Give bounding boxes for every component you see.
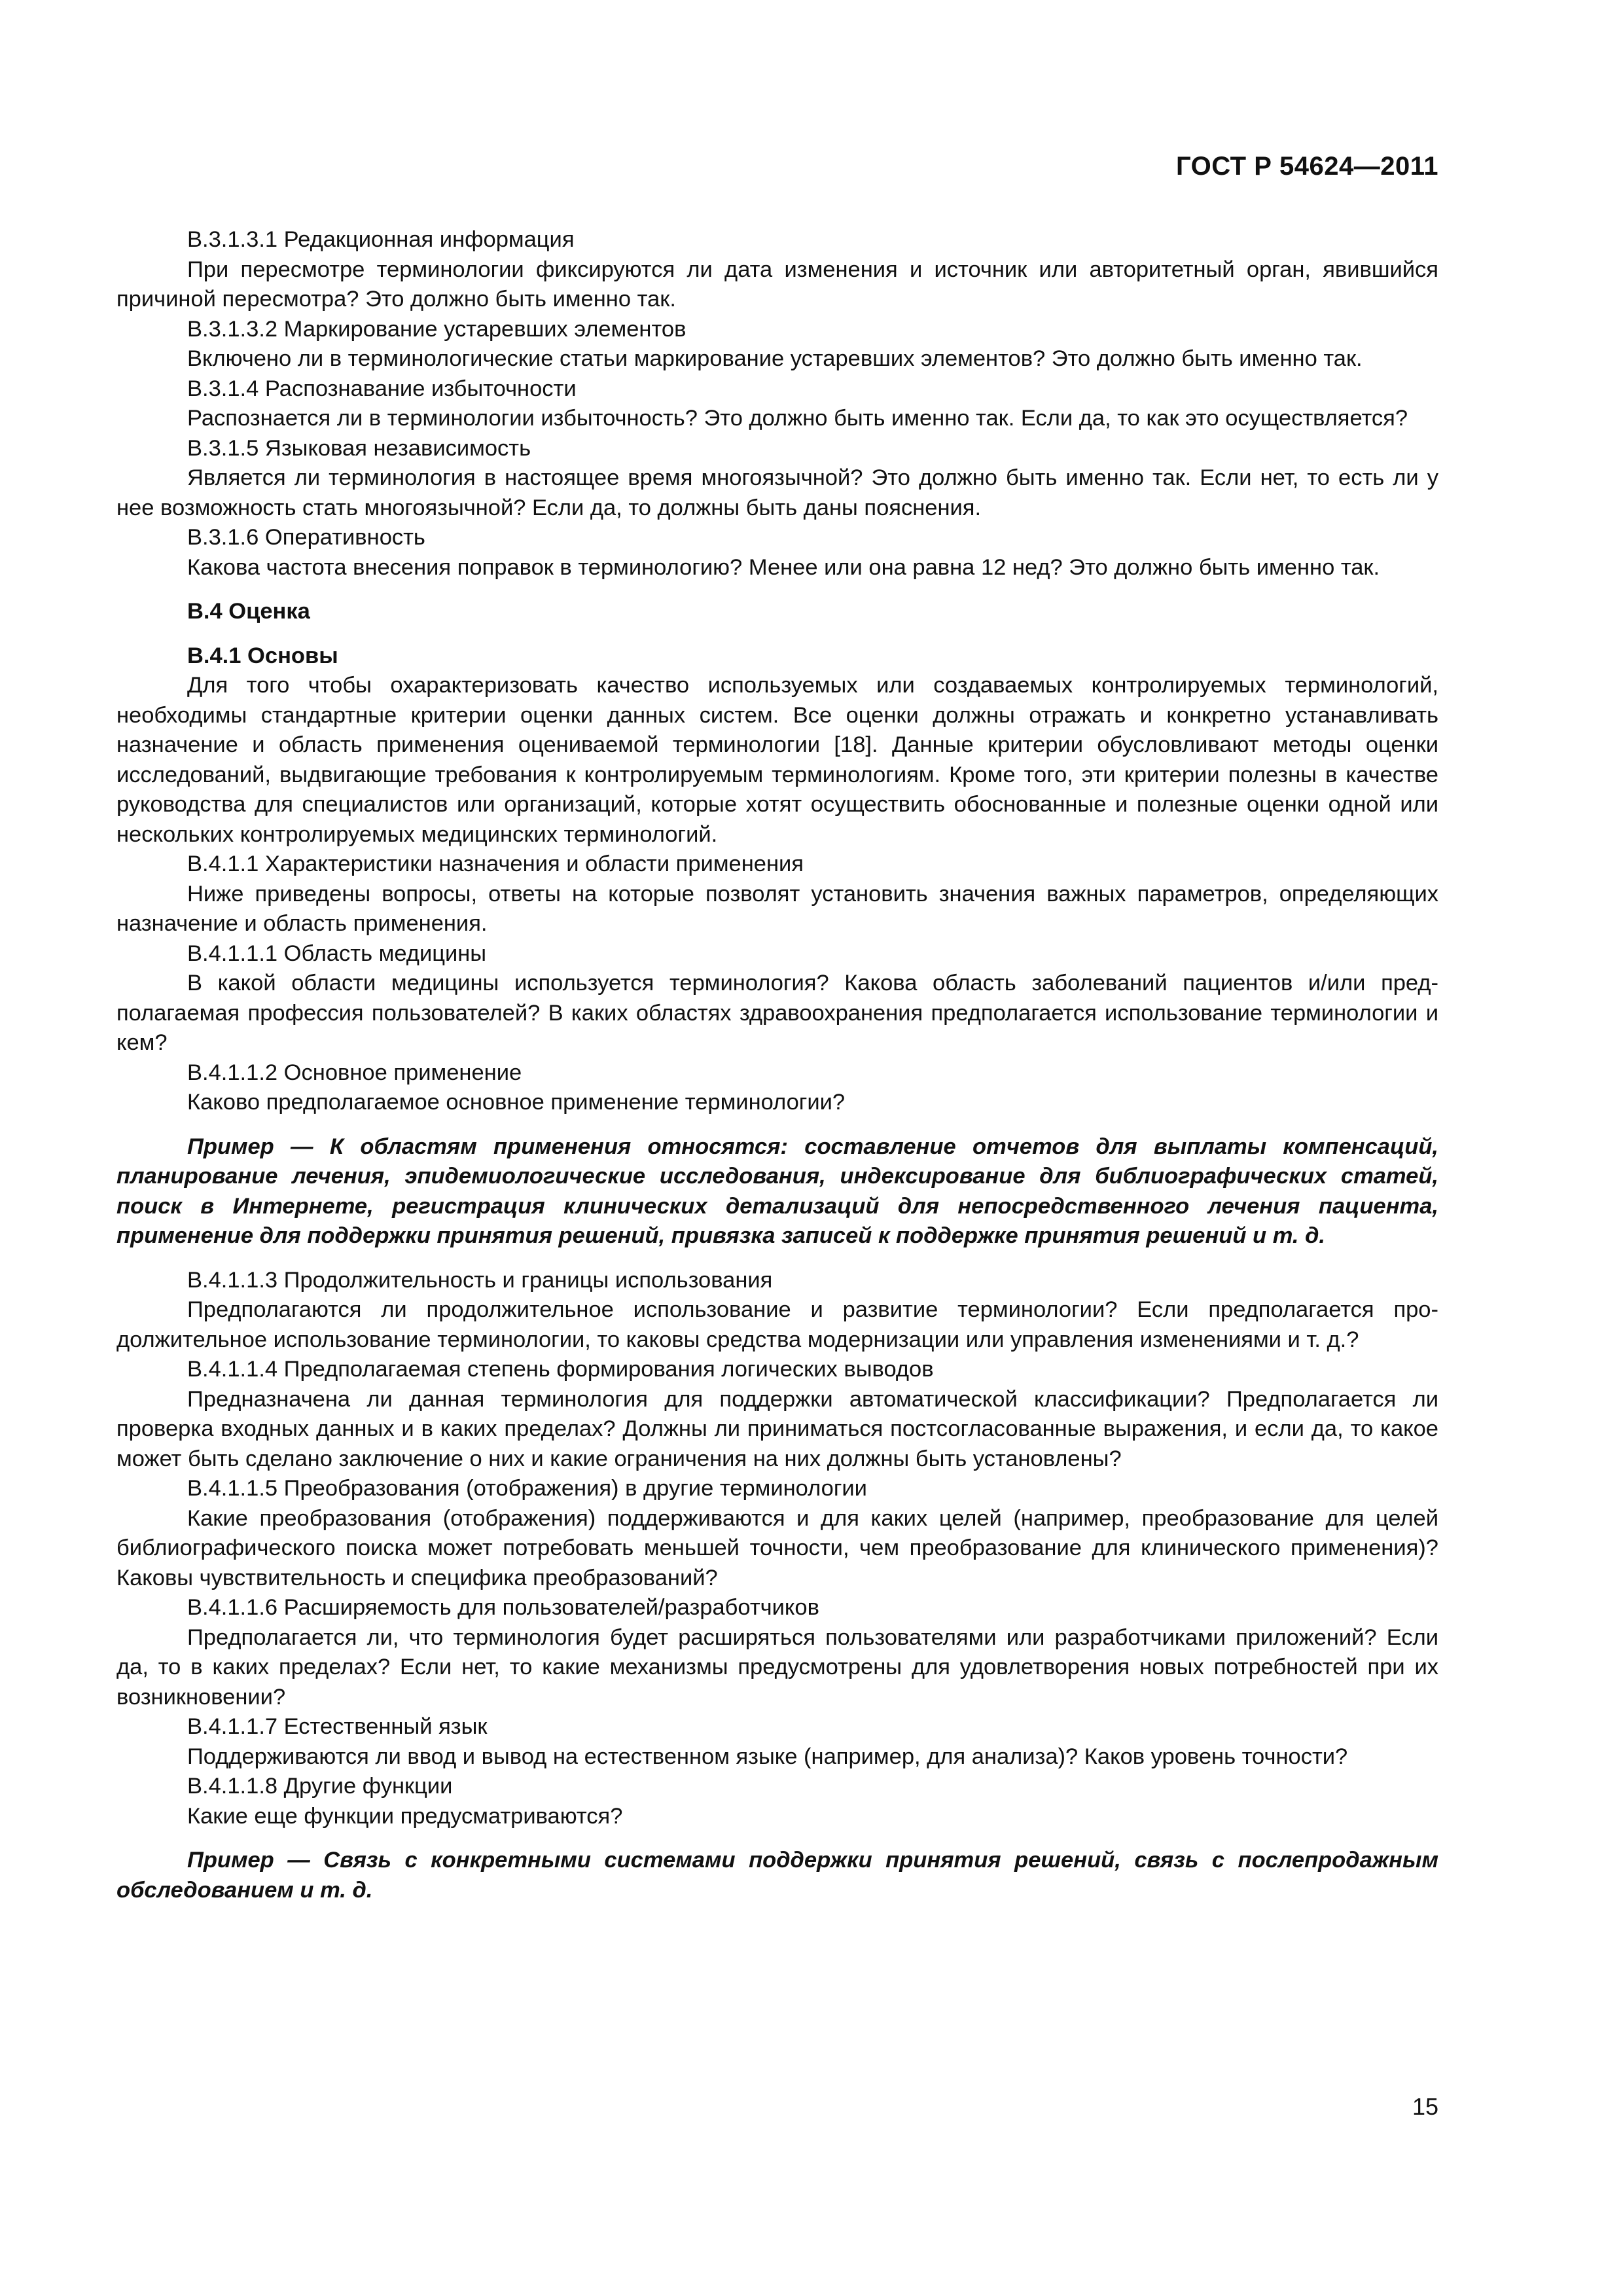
page-number: 15 [1412, 2093, 1438, 2120]
body-paragraph: В какой области медицины используется терминология? Какова область заболеваний пациентов и/или предполагаемая профессия пользователей? В каких областях здравоохранения предполагается использование терминологии и кем? [116, 971, 1438, 1055]
subclause-heading: В.3.1.3.2 Маркирование устаревших элементов [187, 316, 687, 342]
subclause-heading: В.3.1.6 Оперативность [187, 525, 425, 550]
subclause-heading: В.4.1.1 Характеристики назначения и области применения [187, 852, 804, 876]
section-heading: В.4.1 Основы [187, 643, 338, 668]
body-paragraph: Для того чтобы охарактеризовать качество используемых или создаваемых контролируемых терминологий, необходимы стандартные критерии оценки данных систем. Все оценки должны отражать и конкретно устанавливать назначение и область применения оцениваемой терминологии [18]. Данные критерии обусловливают методы оценки исследований, выдвигающие требования к контролируемым терминологиям. Кроме того, эти критерии полезны в качестве руководства для специалистов или организаций, которые хотят осуществить обоснованные и полезные оценки одной или нескольких контролируемых медицинских терминологий. [116, 673, 1438, 847]
body-paragraph: Распознается ли в терминологии избыточность? Это должно быть именно так. Если да, то как это осуществляется? [187, 406, 1408, 431]
subclause-heading: В.4.1.1.3 Продолжительность и границы использования [187, 1267, 773, 1293]
body-paragraph: Какие еще функции предусматриваются? [187, 1803, 623, 1829]
body-paragraph: Поддерживаются ли ввод и вывод на естественном языке (например, для анализа)? Каков уровень точности? [187, 1744, 1348, 1769]
body-paragraph: Включено ли в терминологические статьи маркирование устаревших элементов? Это должно быть именно так. [187, 346, 1363, 371]
subclause-heading: В.4.1.1.5 Преобразования (отображения) в другие терминологии [187, 1476, 867, 1501]
section-heading: В.4 Оценка [187, 599, 310, 624]
subclause-heading: В.3.1.3.1 Редакционная информация [187, 227, 575, 252]
body-paragraph: Каково предполагаемое основное применение терминологии? [187, 1090, 846, 1115]
body-paragraph: При пересмотре терминологии фиксируются ли дата изменения и источник или авторитетный орган, явившийся причиной пересмотра? Это должно быть именно так. [116, 257, 1438, 312]
example-note: Пример — Связь с конкретными системами поддержки принятия решений, связь с послепродажным обследованием и т. д. [116, 1848, 1438, 1903]
subclause-heading: В.4.1.1.1 Область медицины [187, 941, 487, 966]
body-paragraph: Ниже приведены вопросы, ответы на которые позволят установить значения важных параметров, определяющих назначение и область применения. [116, 881, 1438, 936]
subclause-heading: В.4.1.1.8 Другие функции [187, 1774, 453, 1799]
subclause-heading: В.3.1.4 Распознавание избыточности [187, 376, 577, 401]
body-paragraph: Какие преобразования (отображения) поддерживаются и для каких целей (например, преобразование для целей библиографического поиска может потребовать меньшей точности, чем преобразование для клинического применения)? Каковы чувствительность и специфика преобразований? [116, 1505, 1438, 1590]
body-paragraph: Предназначена ли данная терминология для поддержки автоматической классификации? Предполагается ли проверка входных данных и в каких пределах? Должны ли приниматься постсогласованные выражения, и если да, то какое может быть сделано заключение о них и какие ограничения на них должны быть установлены? [116, 1386, 1438, 1471]
body-paragraph: Предполагаются ли продолжительное использование и развитие терминологии? Если предполагается продолжительное использование терминологии, то каковы средства модернизации или управления изменениями и т. д.? [116, 1297, 1438, 1352]
standard-designation: ГОСТ Р 54624—2011 [1176, 152, 1438, 181]
subclause-heading: В.3.1.5 Языковая независимость [187, 435, 531, 461]
subclause-heading: В.4.1.1.6 Расширяемость для пользователей/разработчиков [187, 1595, 819, 1620]
subclause-heading: В.4.1.1.4 Предполагаемая степень формирования логических выводов [187, 1357, 934, 1382]
subclause-heading: В.4.1.1.2 Основное применение [187, 1060, 522, 1085]
example-note: Пример — К областям применения относятся: составление отчетов для выплаты компенсаций, планирование лечения, эпидемиологические исследования, индексирование для библиографических статей, поиск в Интернете, регистрация клинических детализаций для непосредственного лечения пациента, применение для поддержки принятия решений, привязка записей к поддержке принятия решений и т. д. [116, 1134, 1438, 1248]
document-body [116, 225, 1438, 1920]
body-paragraph: Какова частота внесения поправок в терминологию? Менее или она равна 12 нед? Это должно быть именно так. [187, 554, 1380, 580]
body-paragraph: Является ли терминология в настоящее время многоязычной? Это должно быть именно так. Если нет, то есть ли у нее возможность стать многоязычной? Если да, то должны быть даны пояснения. [116, 465, 1438, 520]
body-paragraph: Предполагается ли, что терминология будет расширяться пользователями или разработчиками приложений? Если да, то в каких пределах? Если нет, то какие механизмы предусмотрены для удовлетворения новых потребностей при их возникновении? [116, 1624, 1438, 1710]
subclause-heading: В.4.1.1.7 Естественный язык [187, 1714, 488, 1739]
